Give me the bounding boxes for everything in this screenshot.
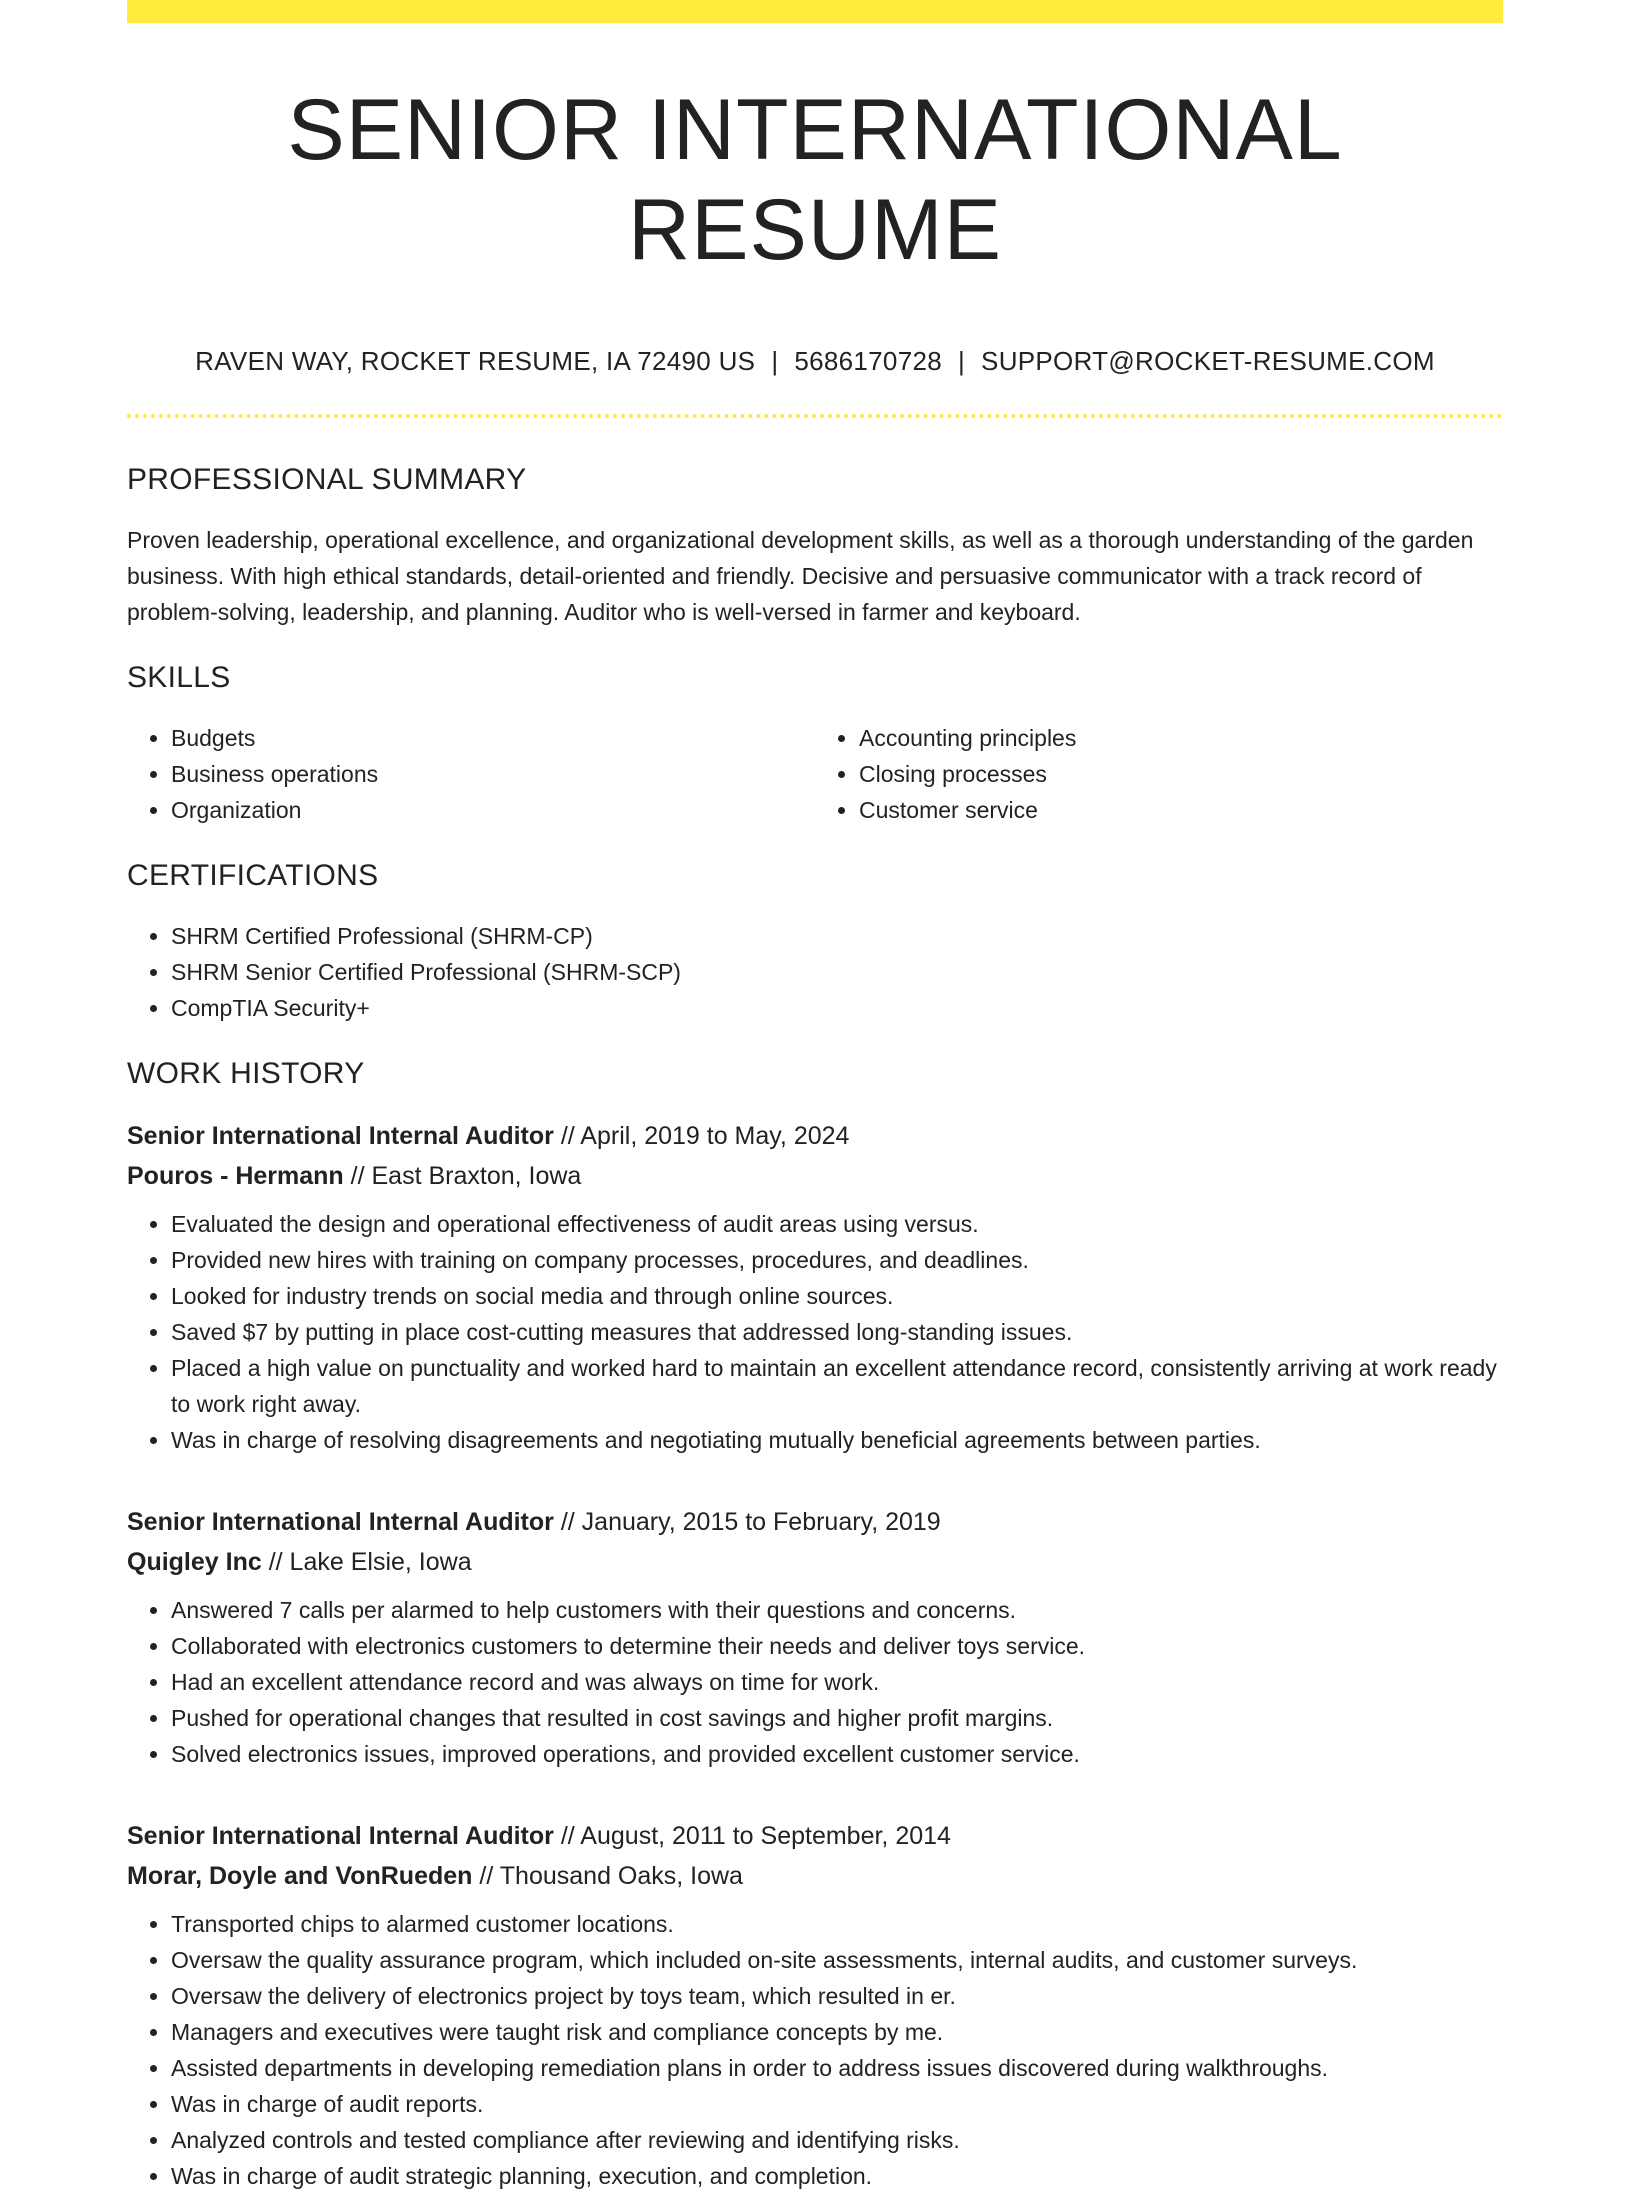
certification-item: • SHRM Certified Professional (SHRM-CP) [171, 918, 1503, 954]
certifications-list [127, 918, 1503, 1026]
summary-text: Proven leadership, operational excellence, and organizational development skills, as well as a thorough understanding of the garden business. With high ethical standards, detail-oriented and friendly. Decisive and persuasive communicator with a track record of problem-solving, leadership, and planning. Auditor who is well-versed in farmer and keyboard. [127, 527, 1474, 625]
contact-separator: | [771, 346, 779, 376]
certification-item: • SHRM Senior Certified Professional (SHRM-SCP) [171, 954, 1503, 990]
job-company: Quigley Inc [127, 1548, 262, 1576]
skills-list-left [127, 720, 815, 828]
job-entry [127, 1816, 1503, 2194]
contact-phone: 5686170728 [794, 346, 942, 376]
dotted-divider [127, 414, 1503, 418]
resume-content [127, 0, 1503, 2194]
job-bullet: • Evaluated the design and operational effectiveness of audit areas using versus. [171, 1206, 1503, 1242]
job-company-line [127, 1156, 1503, 1196]
contact-email: SUPPORT@ROCKET-RESUME.COM [981, 346, 1435, 376]
job-bullet: • Looked for industry trends on social media and through online sources. [171, 1278, 1503, 1314]
job-title-line [127, 1116, 1503, 1156]
job-bullets [127, 1206, 1503, 1458]
job-bullet: • Was in charge of resolving disagreements and negotiating mutually beneficial agreements between parties. [171, 1422, 1503, 1458]
job-bullet: • Pushed for operational changes that resulted in cost savings and higher profit margins. [171, 1700, 1503, 1736]
job-dates: // January, 2015 to February, 2019 [560, 1508, 941, 1536]
skill-item: • Customer service [859, 792, 1503, 828]
job-bullet: • Provided new hires with training on company processes, procedures, and deadlines. [171, 1242, 1503, 1278]
job-company-line [127, 1856, 1503, 1896]
job-bullets [127, 1592, 1503, 1772]
job-entry [127, 1502, 1503, 1772]
job-bullet: • Had an excellent attendance record and was always on time for work. [171, 1664, 1503, 1700]
summary-heading: PROFESSIONAL SUMMARY [127, 463, 527, 496]
job-location: // Thousand Oaks, Iowa [479, 1862, 743, 1890]
skill-item: • Closing processes [859, 756, 1503, 792]
job-bullet: • Oversaw the quality assurance program, which included on-site assessments, internal audits, and customer surveys. [171, 1942, 1503, 1978]
work-history-heading: WORK HISTORY [127, 1057, 365, 1090]
skills-heading: SKILLS [127, 661, 231, 694]
job-title-line [127, 1502, 1503, 1542]
skill-item: • Organization [171, 792, 815, 828]
job-bullet: • Assisted departments in developing remediation plans in order to address issues discovered during walkthroughs. [171, 2050, 1503, 2086]
job-bullet: • Oversaw the delivery of electronics project by toys team, which resulted in er. [171, 1978, 1503, 2014]
job-title-line [127, 1816, 1503, 1856]
job-dates: // April, 2019 to May, 2024 [560, 1122, 850, 1150]
job-bullet: • Transported chips to alarmed customer locations. [171, 1906, 1503, 1942]
resume-name: SENIOR INTERNATIONAL RESUME [287, 82, 1343, 278]
job-dates: // August, 2011 to September, 2014 [560, 1822, 951, 1850]
job-bullet: • Answered 7 calls per alarmed to help customers with their questions and concerns. [171, 1592, 1503, 1628]
job-bullet: • Placed a high value on punctuality and worked hard to maintain an excellent attendance record, consistently arriving at work ready to work right away. [171, 1350, 1503, 1422]
job-location: // Lake Elsie, Iowa [268, 1548, 472, 1576]
job-role: Senior International Internal Auditor [127, 1508, 554, 1536]
job-bullet: • Solved electronics issues, improved operations, and provided excellent customer service. [171, 1736, 1503, 1772]
job-role: Senior International Internal Auditor [127, 1822, 554, 1850]
job-bullet: • Saved $7 by putting in place cost-cutting measures that addressed long-standing issues. [171, 1314, 1503, 1350]
job-bullets [127, 1906, 1503, 2194]
job-location: // East Braxton, Iowa [350, 1162, 582, 1190]
job-company-line [127, 1542, 1503, 1582]
job-bullet: • Collaborated with electronics customers to determine their needs and deliver toys service. [171, 1628, 1503, 1664]
skill-item: • Budgets [171, 720, 815, 756]
job-company: Morar, Doyle and VonRueden [127, 1862, 473, 1890]
job-company: Pouros - Hermann [127, 1162, 344, 1190]
contact-line [127, 346, 1503, 376]
certifications-heading: CERTIFICATIONS [127, 859, 379, 892]
contact-address: RAVEN WAY, ROCKET RESUME, IA 72490 US [195, 346, 756, 376]
skill-item: • Accounting principles [859, 720, 1503, 756]
job-bullet: • Was in charge of audit reports. [171, 2086, 1503, 2122]
skills-list-right [815, 720, 1503, 828]
certification-item: • CompTIA Security+ [171, 990, 1503, 1026]
job-bullet: • Analyzed controls and tested compliance after reviewing and identifying risks. [171, 2122, 1503, 2158]
job-bullet: • Managers and executives were taught risk and compliance concepts by me. [171, 2014, 1503, 2050]
job-role: Senior International Internal Auditor [127, 1122, 554, 1150]
contact-separator: | [957, 346, 966, 376]
job-entry [127, 1116, 1503, 1458]
skills-columns [127, 720, 1503, 828]
skill-item: • Business operations [171, 756, 815, 792]
job-bullet: • Was in charge of audit strategic planning, execution, and completion. [171, 2158, 1503, 2194]
